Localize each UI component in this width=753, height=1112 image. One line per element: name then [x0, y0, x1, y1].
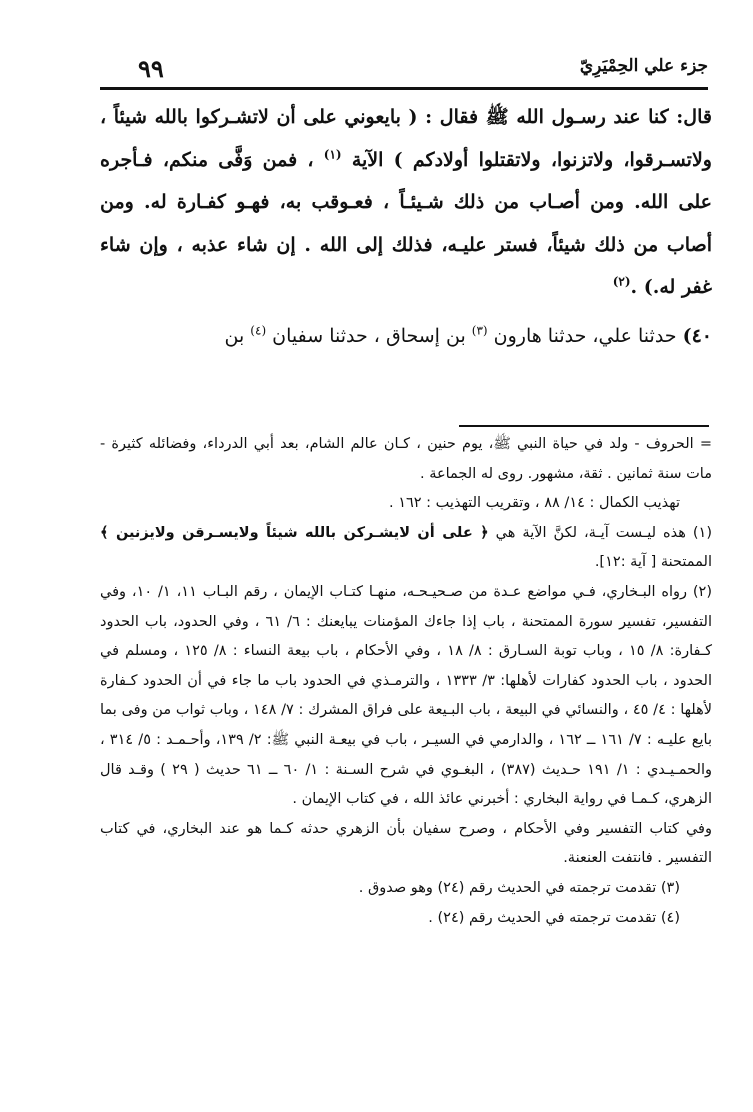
- footnote-ref-1[interactable]: (١): [323, 147, 342, 162]
- hadith-40-part-3: بن: [224, 324, 251, 347]
- footnote-3: (٣) تقدمت ترجمته في الحديث رقم (٢٤) وهو صدوق .: [358, 879, 680, 896]
- footnote-1-quran-quote: ﴿ على أن لايشـركن بالله شيئاً ولايسـرقن ولايزنين ﴾: [100, 524, 489, 541]
- footnote-4: (٤) تقدمت ترجمته في الحديث رقم (٢٤) .: [428, 909, 680, 926]
- footnote-ref-4[interactable]: (٤): [250, 323, 267, 338]
- footnote-1: [100, 519, 712, 578]
- footnote-separator: [459, 425, 709, 427]
- page-number: ٩٩: [138, 54, 164, 83]
- footnote-continuation: = الحروف - ولد في حياة النبي ﷺ، يوم حنين ، كـان عالم الشام، بعد أبي الدرداء، وفضائله كثيرة - مات سنة ثمانين . ثقة، مشهور. روى له الجماعة .: [100, 436, 712, 482]
- footnote-continuation-sources: تهذيب الكمال : ١٤/ ٨٨ ، وتقريب التهذيب : ١٦٢ .: [388, 495, 680, 512]
- footnote-2-continuation: وفي كتاب التفسير وفي الأحكام ، وصرح سفيان بأن الزهري حدثه كـما هو عند البخاري، في كتاب التفسير . فانتفت العنعنة.: [100, 820, 712, 867]
- page-header: [100, 52, 708, 86]
- hadith-39-part-2: ، فمن وَفَّى منكم، فـأجره على الله. ومن أصـاب من ذلك شـيئـاً ، فعـوقب به، فهـو كفـارة له. ومن أصاب من ذلك شيئاً، فستر عليـه، فذلك إلى الله . إن شاء عذبه ، وإن شاء غفر له.) .: [100, 148, 712, 298]
- main-text: [100, 96, 712, 357]
- header-rule: [100, 87, 708, 90]
- hadith-40-part-1: حدثنا علي، حدثنا هارون: [487, 324, 683, 347]
- footnote-1-source: الممتحنة [ آية :١٢].: [594, 554, 712, 571]
- footnote-ref-3[interactable]: (٣): [471, 323, 488, 338]
- hadith-39-part-1: قال: كنا عند رسـول الله ﷺ فقال : ( بايعوني على أن لاتشـركوا بالله شيئاً ، ولاتسـرقوا، ولاتزنوا، ولاتقتلوا أولادكم ) الآية: [100, 106, 712, 171]
- running-title: جزء علي الحِمْيَرِيّ: [579, 56, 708, 76]
- hadith-40-text: [100, 315, 712, 358]
- footnote-ref-2[interactable]: (٢): [612, 274, 631, 289]
- hadith-40-part-2: بن إسحاق ، حدثنا سفيان: [266, 324, 472, 347]
- hadith-number: ٤٠): [682, 324, 712, 347]
- hadith-39-text: [100, 96, 712, 309]
- footnote-2: (٢) رواه البـخاري، فـي مواضع عـدة من صـحيـحـه، منهـا كتـاب الإيمان ، رقم البـاب ١١، ١/ ١٠، وفي التفسير، تفسير سورة الممتحنة ، باب إذا جاءك المؤمنات يبايعنك : ٦/ ٦١ ، وفي الحدود، باب الحدود كـفارة: ٨/ ١٥ ، وباب توبة السـارق : ٨/ ١٨ ، وفي الأحكام ، باب بيعة النساء : ٨/ ١٢٥ ، ومسلم في الحدود ، باب الحدود كفارات لأهلها: ٣/ ١٣٣٣ ، والترمـذي في الحدود باب ما جاء في أن الحدود كـفارة لأهلها : ٤/ ٤٥ ، والنسائي في البيعة ، باب البـيعة على فراق المشرك : ٧/ ١٤٨ ، وباب ثواب من وفى بما بايع عليـه : ٧/ ١٦١ ــ ١٦٢ ، والدارمي في السيـر ، باب في بيعـة النبي ﷺ: ٢/ ١٣٩، وأحـمـد : ٥/ ٣١٤ ، والحمـيـدي : ١/ ١٩١ حـديث (٣٨٧) ، البغـوي في شرح السـنة : ١/ ٦٠ ــ ٦١ حديث ( ٢٩ ) وقـد قال الزهري، كـمـا في رواية البخاري : أخبرني عائذ الله ، في كتاب الإيمان .: [100, 583, 713, 808]
- footnote-1-text: (١) هذه ليـست آيـة، لكنَّ الآية هي: [488, 524, 712, 541]
- footnotes: [100, 430, 712, 933]
